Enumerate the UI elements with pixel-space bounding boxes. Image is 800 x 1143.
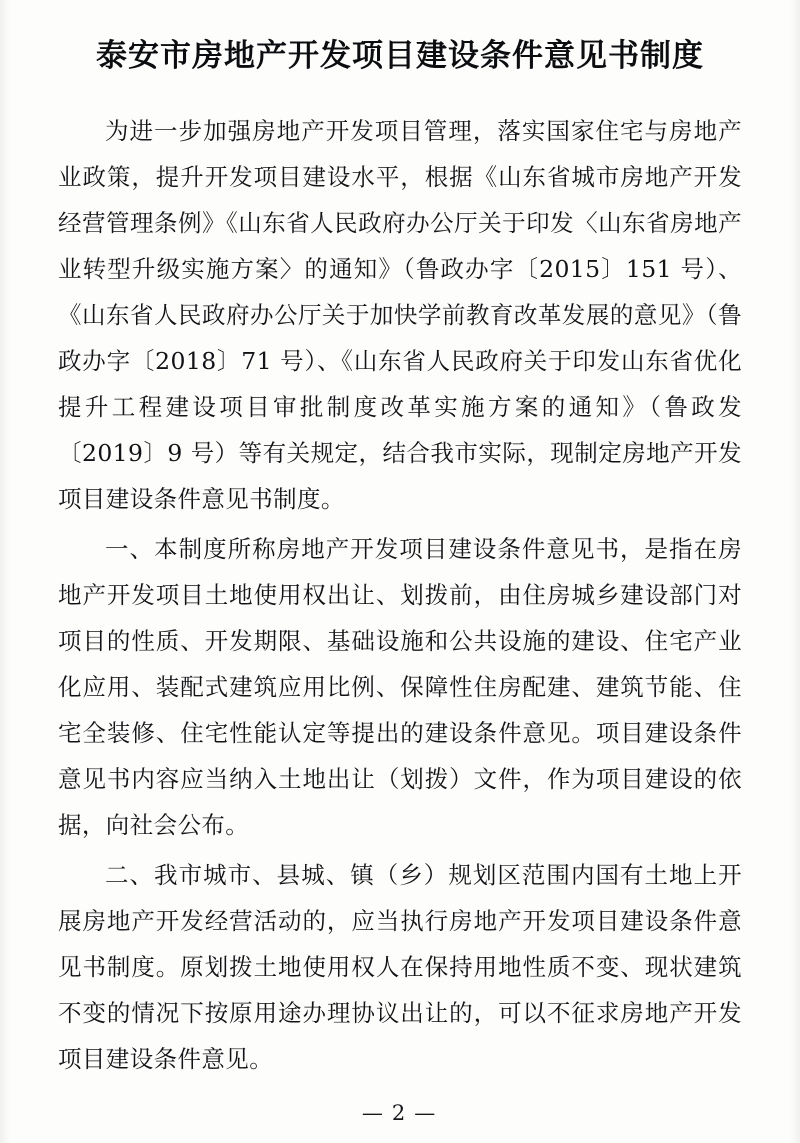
scan-edge-left	[0, 0, 10, 1143]
scan-edge-right	[790, 0, 800, 1143]
paragraph-article-one: 一、本制度所称房地产开发项目建设条件意见书，是指在房地产开发项目土地使用权出让、划拨前，由住房城乡建设部门对项目的性质、开发期限、基础设施和公共设施的建设、住宅产业化应用、装配式建筑应用比例、保障性住房配建、建筑节能、住宅全装修、住宅性能认定等提出的建设条件意见。项目建设条件意见书内容应当纳入土地出让（划拨）文件，作为项目建设的依据，向社会公布。	[58, 534, 742, 839]
document-body	[58, 108, 742, 1082]
paragraph-preamble: 为进一步加强房地产开发项目管理，落实国家住宅与房地产业政策，提升开发项目建设水平，根据《山东省城市房地产开发经营管理条例》《山东省人民政府办公厅关于印发〈山东省房地产业转型升级实施方案〉的通知》（鲁政办字〔2015〕151 号）、《山东省人民政府办公厅关于加快学前教育改革发展的意见》（鲁政办字〔2018〕71 号）、《山东省人民政府关于印发山东省优化提升工程建设项目审批制度改革实施方案的通知》（鲁政发〔2019〕9 号）等有关规定，结合我市实际，现制定房地产开发项目建设条件意见书制度。	[58, 116, 742, 513]
footer-page-number: 2	[391, 1101, 409, 1125]
footer-dash-right: —	[414, 1101, 439, 1125]
page-footer	[0, 1101, 800, 1125]
paragraph-article-two: 二、我市城市、县城、镇（乡）规划区范围内国有土地上开展房地产开发经营活动的，应当执行房地产开发项目建设条件意见书制度。原划拨土地使用权人在保持用地性质不变、现状建筑不变的情况下按原用途办理协议出让的，可以不征求房地产开发项目建设条件意见。	[58, 860, 742, 1073]
page-title: 泰安市房地产开发项目建设条件意见书制度	[96, 38, 704, 74]
footer-dash-left: —	[361, 1101, 386, 1125]
